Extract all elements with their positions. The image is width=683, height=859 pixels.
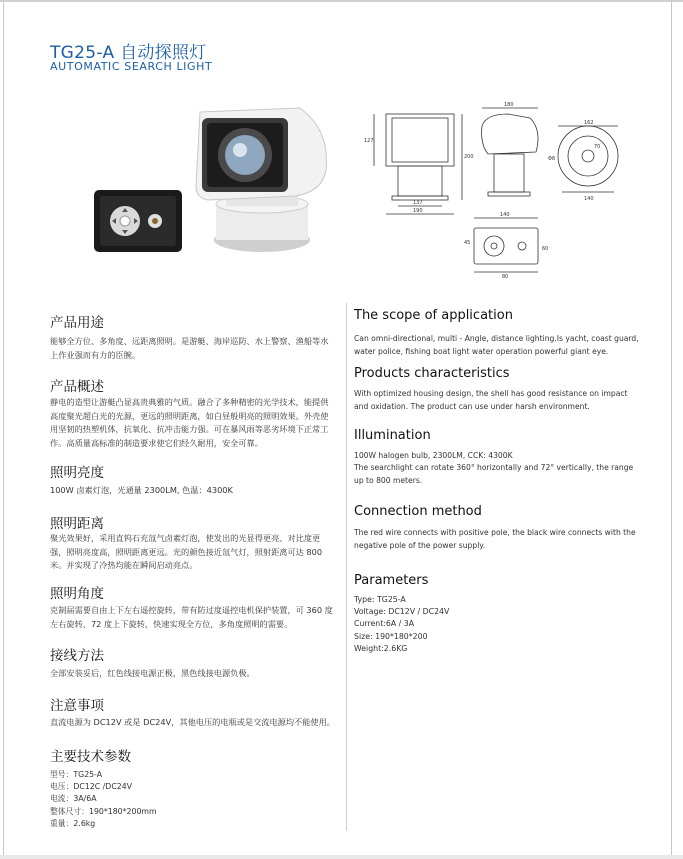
dim-top-radius: 70 bbox=[594, 144, 601, 150]
cn-heading-wiring: 接线方法 bbox=[50, 648, 104, 664]
cn-text-notes: 直流电源为 DC12V 或是 DC24V，其他电压的电瓶或是交流电源均不能使用。 bbox=[50, 717, 335, 727]
cn-param-item: 重量：2.6kg bbox=[50, 818, 96, 828]
en-param-item: Current:6A / 3A bbox=[354, 619, 415, 629]
dim-top-hole: Φ8 bbox=[548, 156, 556, 162]
cn-heading-purpose: 产品用途 bbox=[50, 315, 104, 331]
dim-front-width-b: 190 bbox=[413, 208, 423, 214]
en-param-item: Type: TG25-A bbox=[354, 595, 406, 604]
en-text-rotation: The searchlight can rotate 360° horizontally and 72° vertically, the range up to 800 meters. bbox=[354, 463, 634, 485]
panel-view bbox=[474, 218, 538, 272]
cn-heading-params: 主要技术参数 bbox=[50, 749, 131, 765]
dim-front-width-a: 137 bbox=[413, 200, 423, 206]
bottom-border bbox=[0, 855, 683, 859]
left-border bbox=[3, 0, 4, 859]
en-param-item: Weight:2.6KG bbox=[354, 643, 408, 653]
side-view bbox=[482, 108, 538, 196]
en-heading-scope: The scope of application bbox=[354, 308, 513, 323]
cn-text-angle: 克制届需要自由上下左右遥控旋转，带有防过度遥控电机保护装置，可 360 度左右旋转、72 度上下旋转，快速实现全方位，多角度照明的需要。 bbox=[50, 605, 333, 629]
right-border bbox=[671, 0, 672, 859]
front-view bbox=[374, 114, 462, 214]
top-view bbox=[558, 126, 618, 192]
page-subtitle: AUTOMATIC SEARCH LIGHT bbox=[50, 60, 213, 73]
cn-heading-angle: 照明角度 bbox=[50, 586, 104, 602]
searchlight-head bbox=[196, 108, 326, 200]
en-text-scope: Can omni-directional, multi - Angle, distance lighting.Is yacht, coast guard, water police, fishing boat light water operation powerful giant eye. bbox=[354, 334, 639, 356]
dim-panel-width: 80 bbox=[502, 274, 509, 280]
cn-heading-overview: 产品概述 bbox=[50, 379, 104, 395]
en-param-item: Size: 190*180*200 bbox=[354, 631, 428, 641]
dim-front-height: 127 bbox=[364, 138, 374, 144]
product-photo bbox=[90, 100, 335, 270]
remote-control-panel bbox=[94, 190, 182, 252]
dim-side-width: 180 bbox=[504, 102, 514, 108]
en-heading-parameters: Parameters bbox=[354, 573, 429, 588]
dim-top-width: 162 bbox=[584, 120, 594, 126]
cn-param-item: 型号：TG25-A bbox=[50, 770, 103, 779]
en-text-characteristics: With optimized housing design, the shell has good resistance on impact and oxidation. The product can use under harsh environment. bbox=[354, 389, 628, 411]
en-heading-connection: Connection method bbox=[354, 504, 482, 519]
en-text-connection: The red wire connects with positive pole, the black wire connects with the negative pole of the power supply. bbox=[354, 528, 636, 550]
en-text-illumination: 100W halogen bulb, 2300LM, CCK: 4300K bbox=[354, 451, 513, 460]
cn-param-item: 电流：3A/6A bbox=[50, 794, 97, 804]
en-heading-illumination: Illumination bbox=[354, 428, 431, 443]
cn-heading-brightness: 照明亮度 bbox=[50, 465, 104, 481]
cn-params-list bbox=[50, 769, 157, 830]
dim-panel-height-b: 60 bbox=[542, 246, 549, 252]
cn-text-purpose: 能够全方位、多角度、远距离照明。是游艇、海岸巡防、水上警察、渔船等水上作业强而有力的臣腕。 bbox=[50, 336, 329, 360]
dim-front-body-height: 200 bbox=[464, 154, 474, 160]
cn-heading-distance: 照明距离 bbox=[50, 516, 104, 532]
top-border bbox=[0, 0, 683, 2]
dimension-drawings bbox=[358, 100, 648, 280]
cn-text-distance: 聚光效果好，采用直钨石充氙气卤素灯泡，使发出的光显得更亮、对比度更强，照明亮度高，照明距离更远。光的颜色接近氙气灯，照射距离可达 800 米。并实现了冷热均能在瞬间启动亮点。 bbox=[50, 533, 323, 570]
column-divider bbox=[346, 303, 347, 831]
cn-heading-notes: 注意事项 bbox=[50, 698, 104, 714]
en-param-item: Voltage: DC12V / DC24V bbox=[354, 607, 450, 617]
cn-text-brightness: 100W 卤素灯泡，光通量 2300LM, 色温：4300K bbox=[50, 485, 233, 495]
cn-param-item: 电压：DC12C /DC24V bbox=[50, 782, 133, 792]
dim-panel-top: 140 bbox=[500, 212, 510, 218]
page-title: TG25-A 自动探照灯 bbox=[50, 43, 207, 63]
cn-text-wiring: 全部安装妥后，红色线接电源正极，黑色线接电源负极。 bbox=[50, 668, 255, 678]
dim-top-base: 140 bbox=[584, 196, 594, 202]
cn-param-item: 整体尺寸：190*180*200mm bbox=[50, 806, 157, 816]
cn-text-overview: 静电的造型让游艇凸显高贵典雅的气质。融合了多种精密的光学技术，能提供高度聚光超白光的光源，更远的照明距离，如白昼般明亮的照明效果。外壳使用坚韧的热塑机体，抗氧化、抗冲击能力强。可在暴风雨等恶劣环境下正常工作。高质量高标准的制造要求使它们经久耐用，安全可靠。 bbox=[50, 397, 329, 448]
dim-panel-height-a: 45 bbox=[464, 240, 471, 246]
en-params-list bbox=[354, 594, 449, 655]
en-heading-characteristics: Products characteristics bbox=[354, 366, 510, 381]
